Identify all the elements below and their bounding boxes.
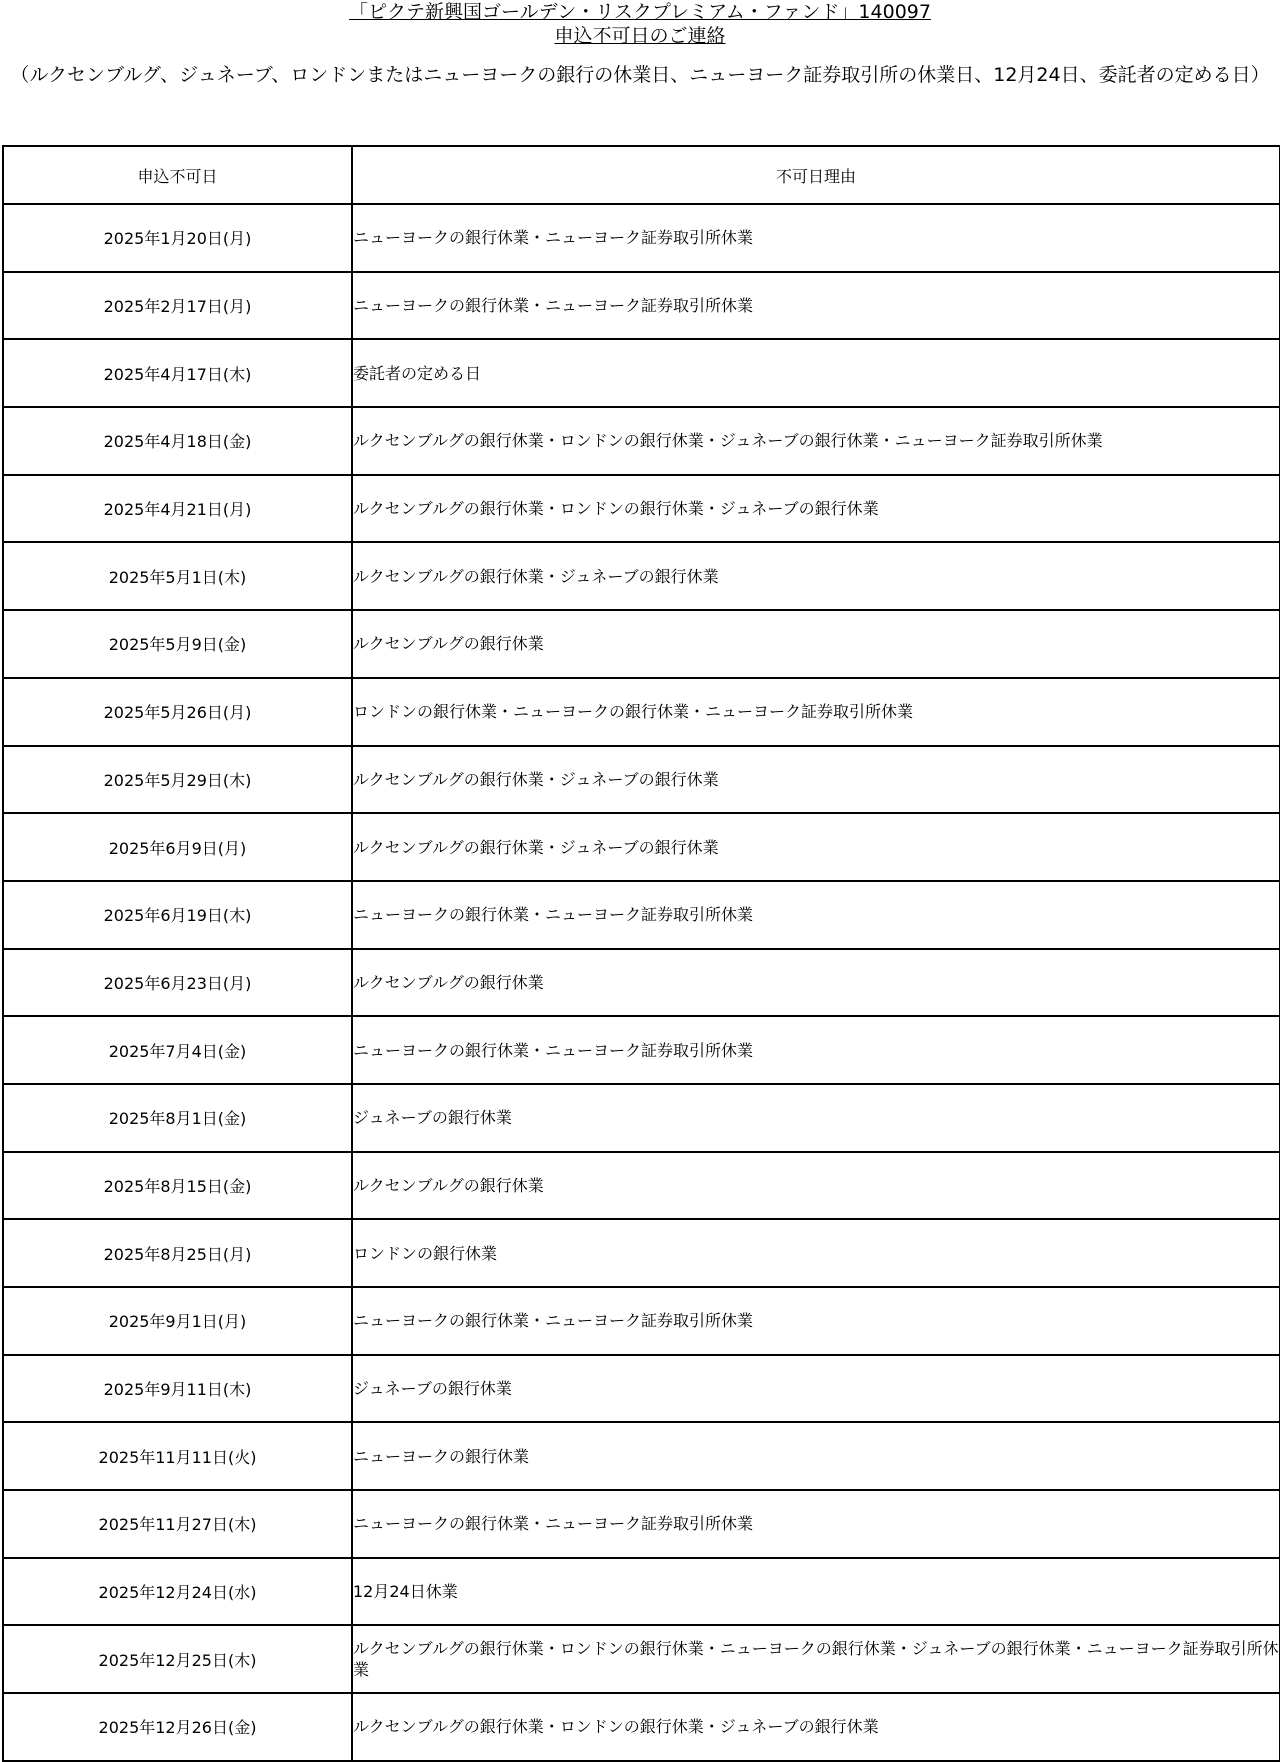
reason-cell: ルクセンブルグの銀行休業・ロンドンの銀行休業・ジュネーブの銀行休業 — [352, 475, 1280, 543]
reason-cell: ニューヨークの銀行休業 — [352, 1422, 1280, 1490]
date-cell: 2025年9月1日(月) — [3, 1287, 352, 1355]
table-row — [3, 881, 1280, 949]
reason-cell: ルクセンブルグの銀行休業・ロンドンの銀行休業・ジュネーブの銀行休業・ニューヨーク証券取引所休業 — [352, 407, 1280, 475]
reason-cell: ロンドンの銀行休業・ニューヨークの銀行休業・ニューヨーク証券取引所休業 — [352, 678, 1280, 746]
reason-cell: ニューヨークの銀行休業・ニューヨーク証券取引所休業 — [352, 1287, 1280, 1355]
date-cell: 2025年11月11日(火) — [3, 1422, 352, 1490]
reason-cell: 12月24日休業 — [352, 1558, 1280, 1626]
date-cell: 2025年12月26日(金) — [3, 1693, 352, 1761]
reason-cell: ルクセンブルグの銀行休業・ロンドンの銀行休業・ジュネーブの銀行休業 — [352, 1693, 1280, 1761]
date-cell: 2025年7月4日(金) — [3, 1016, 352, 1084]
table-row — [3, 1152, 1280, 1220]
table-header-row — [3, 146, 1280, 204]
reason-cell: ニューヨークの銀行休業・ニューヨーク証券取引所休業 — [352, 204, 1280, 272]
reason-cell: ルクセンブルグの銀行休業・ジュネーブの銀行休業 — [352, 542, 1280, 610]
column-header-reason: 不可日理由 — [352, 146, 1280, 204]
table-row — [3, 678, 1280, 746]
reason-cell: ルクセンブルグの銀行休業 — [352, 610, 1280, 678]
reason-cell: ニューヨークの銀行休業・ニューヨーク証券取引所休業 — [352, 1490, 1280, 1558]
table-row — [3, 272, 1280, 340]
date-cell: 2025年12月24日(水) — [3, 1558, 352, 1626]
reason-cell: ニューヨークの銀行休業・ニューヨーク証券取引所休業 — [352, 1016, 1280, 1084]
date-cell: 2025年8月15日(金) — [3, 1152, 352, 1220]
document-header — [0, 0, 1280, 48]
table-row — [3, 1490, 1280, 1558]
table-row — [3, 1355, 1280, 1423]
table-row — [3, 1287, 1280, 1355]
table-row — [3, 1016, 1280, 1084]
date-cell: 2025年8月1日(金) — [3, 1084, 352, 1152]
table-row — [3, 1422, 1280, 1490]
table-row — [3, 610, 1280, 678]
date-cell: 2025年4月18日(金) — [3, 407, 352, 475]
reason-cell: ジュネーブの銀行休業 — [352, 1084, 1280, 1152]
table-row — [3, 1219, 1280, 1287]
reason-cell: ルクセンブルグの銀行休業 — [352, 1152, 1280, 1220]
date-cell: 2025年8月25日(月) — [3, 1219, 352, 1287]
date-cell: 2025年6月19日(木) — [3, 881, 352, 949]
notice-subtitle: 申込不可日のご連絡 — [554, 25, 726, 47]
date-cell: 2025年4月17日(木) — [3, 339, 352, 407]
reason-cell: ルクセンブルグの銀行休業・ジュネーブの銀行休業 — [352, 813, 1280, 881]
table-row — [3, 1625, 1280, 1693]
date-cell: 2025年5月1日(木) — [3, 542, 352, 610]
reason-cell: 委託者の定める日 — [352, 339, 1280, 407]
reason-cell: ジュネーブの銀行休業 — [352, 1355, 1280, 1423]
reason-cell: ルクセンブルグの銀行休業・ロンドンの銀行休業・ニューヨークの銀行休業・ジュネーブの銀行休業・ニューヨーク証券取引所休業 — [352, 1625, 1280, 1693]
date-cell: 2025年5月9日(金) — [3, 610, 352, 678]
table-row — [3, 542, 1280, 610]
table-row — [3, 949, 1280, 1017]
date-cell: 2025年11月27日(木) — [3, 1490, 352, 1558]
table-row — [3, 746, 1280, 814]
reason-cell: ルクセンブルグの銀行休業 — [352, 949, 1280, 1017]
reason-cell: ロンドンの銀行休業 — [352, 1219, 1280, 1287]
table-row — [3, 475, 1280, 543]
table-row — [3, 1084, 1280, 1152]
date-cell: 2025年5月26日(月) — [3, 678, 352, 746]
reason-cell: ルクセンブルグの銀行休業・ジュネーブの銀行休業 — [352, 746, 1280, 814]
table-row — [3, 407, 1280, 475]
column-header-date: 申込不可日 — [3, 146, 352, 204]
date-cell: 2025年6月9日(月) — [3, 813, 352, 881]
date-cell: 2025年2月17日(月) — [3, 272, 352, 340]
table-body — [3, 204, 1280, 1761]
table-row — [3, 204, 1280, 272]
date-cell: 2025年6月23日(月) — [3, 949, 352, 1017]
date-cell: 2025年4月21日(月) — [3, 475, 352, 543]
table-row — [3, 1693, 1280, 1761]
non-business-days-table — [2, 145, 1280, 1762]
date-cell: 2025年5月29日(木) — [3, 746, 352, 814]
reason-cell: ニューヨークの銀行休業・ニューヨーク証券取引所休業 — [352, 272, 1280, 340]
table-row — [3, 813, 1280, 881]
date-cell: 2025年9月11日(木) — [3, 1355, 352, 1423]
date-cell: 2025年12月25日(木) — [3, 1625, 352, 1693]
fund-title: 「ピクテ新興国ゴールデン・リスクプレミアム・ファンド」140097 — [349, 1, 931, 23]
reason-cell: ニューヨークの銀行休業・ニューヨーク証券取引所休業 — [352, 881, 1280, 949]
table-row — [3, 339, 1280, 407]
date-cell: 2025年1月20日(月) — [3, 204, 352, 272]
holiday-criteria-note: （ルクセンブルグ、ジュネーブ、ロンドンまたはニューヨークの銀行の休業日、ニューヨーク証券取引所の休業日、12月24日、委託者の定める日） — [10, 64, 1270, 86]
table-row — [3, 1558, 1280, 1626]
